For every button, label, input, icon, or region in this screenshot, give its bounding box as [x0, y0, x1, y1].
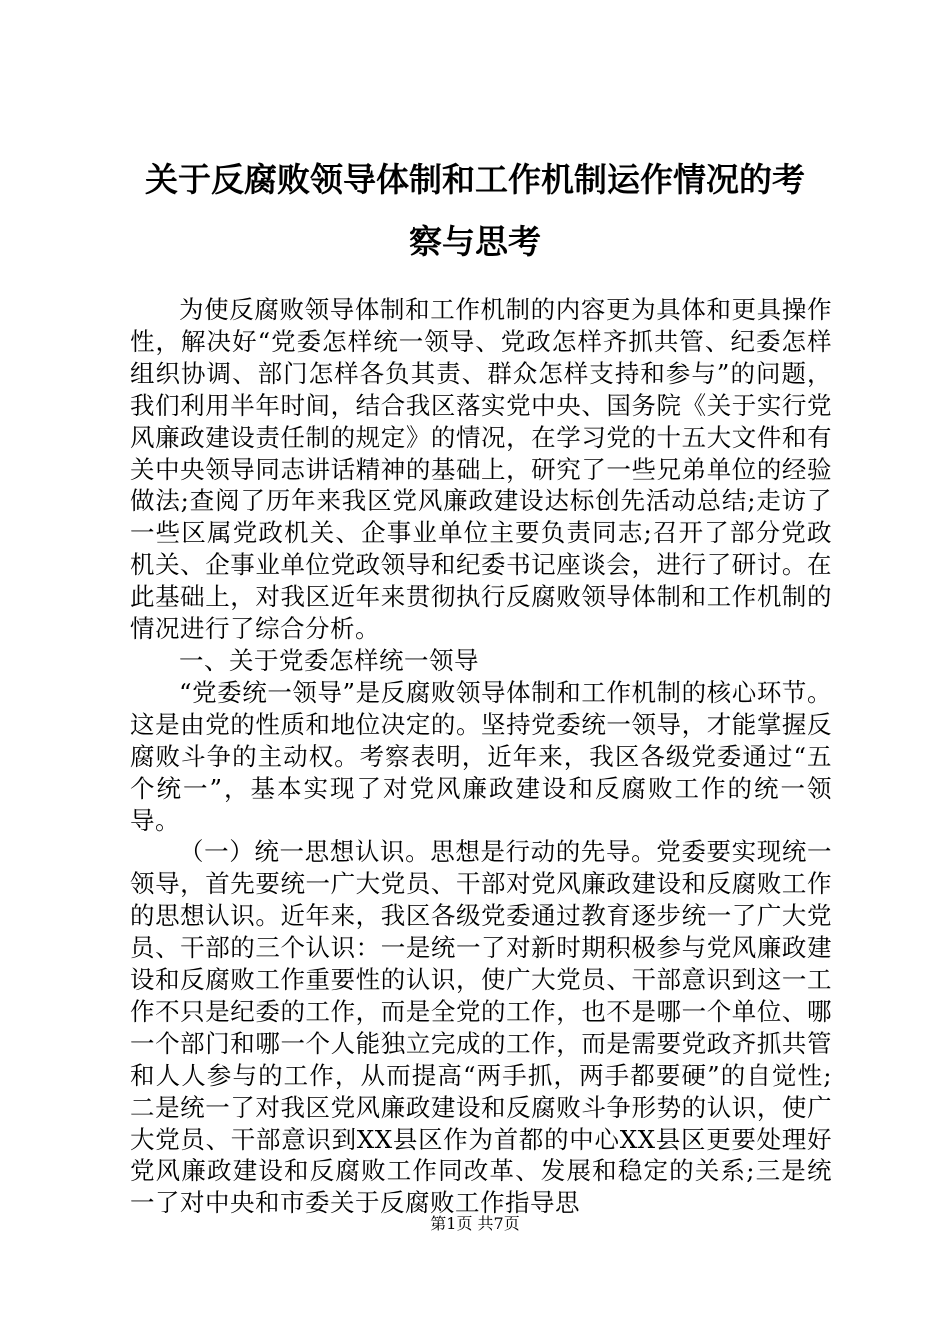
paragraph-party-leadership: “党委统一领导”是反腐败领导体制和工作机制的核心环节。这是由党的性质和地位决定的。坚持党委统一领导，才能掌握反腐败斗争的主动权。考察表明，近年来，我区各级党委通过“五个统一”，基本实现了对党风廉政建设和反腐败工作的统一领导。	[130, 677, 832, 835]
paragraph-unify-thinking: （一）统一思想认识。思想是行动的先导。党委要实现统一领导，首先要统一广大党员、干部对党风廉政建设和反腐败工作的思想认识。近年来，我区各级党委通过教育逐步统一了广大党员、干部的三个认识：一是统一了对新时期积极参与党风廉政建设和反腐败工作重要性的认识，使广大党员、干部意识到这一工作不只是纪委的工作，而是全党的工作，也不是哪一个单位、哪一个部门和哪一个人能独立完成的工作，而是需要党政齐抓共管和人人参与的工作，从而提高“两手抓，两手都要硬”的自觉性;二是统一了对我区党风廉政建设和反腐败斗争形势的认识，使广大党员、干部意识到XX县区作为首都的中心XX县区更要处理好党风廉政建设和反腐败工作同改革、发展和稳定的关系;三是统一了对中央和市委关于反腐败工作指导思	[130, 837, 832, 1218]
document-title-line-1: 关于反腐败领导体制和工作机制运作情况的考	[145, 160, 805, 199]
document-body	[130, 294, 832, 1219]
section-heading-1: 一、关于党委怎样统一领导	[179, 645, 479, 675]
paragraph-intro: 为使反腐败领导体制和工作机制的内容更为具体和更具操作性，解决好“党委怎样统一领导、党政怎样齐抓共管、纪委怎样组织协调、部门怎样各负其责、群众怎样支持和参与”的问题，我们利用半年时间，结合我区落实党中央、国务院《关于实行党风廉政建设责任制的规定》的情况，在学习党的十五大文件和有关中央领导同志讲话精神的基础上，研究了一些兄弟单位的经验做法;查阅了历年来我区党风廉政建设达标创先活动总结;走访了一些区属党政机关、企事业单位主要负责同志;召开了部分党政机关、企事业单位党政领导和纪委书记座谈会，进行了研讨。在此基础上，对我区近年来贯彻执行反腐败领导体制和工作机制的情况进行了综合分析。	[130, 295, 832, 644]
page-number-footer: 第1页 共7页	[430, 1214, 520, 1233]
document-title-line-2: 察与思考	[409, 222, 541, 261]
